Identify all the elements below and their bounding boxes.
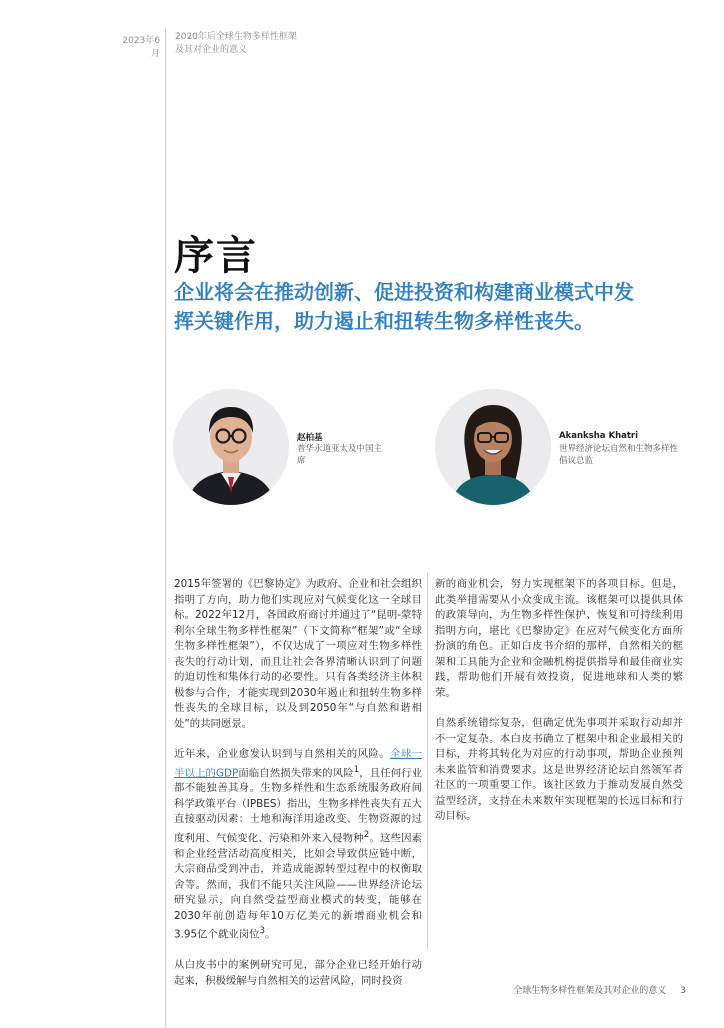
- footnote-ref-1: 1: [353, 764, 360, 775]
- page-heading: 序言: [174, 232, 258, 279]
- body-column-left: [174, 577, 422, 1004]
- header-date: 2023年6月: [122, 36, 160, 59]
- portrait-photo-khatri: [435, 389, 551, 505]
- footer-title: 全球生物多样性框架及其对企业的意义: [513, 986, 667, 996]
- column-divider: [427, 572, 428, 950]
- paragraph-2: [174, 747, 422, 943]
- portrait-photo-zhao: [173, 389, 289, 505]
- person-role-khatri: 世界经济论坛自然和生物多样性倡议总监: [559, 444, 679, 466]
- person-name-zhao: 赵柏基: [297, 433, 323, 443]
- lead-statement: 企业将会在推动创新、促进投资和构建商业模式中发挥关键作用，助力遏止和扭转生物多样性丧失。: [174, 280, 634, 333]
- paragraph-2-text-a: 近年来，企业愈发认识到与自然相关的风险。: [174, 748, 391, 760]
- gdp-risk-link[interactable]: 全球一半以上的GDP: [174, 748, 423, 779]
- paragraph-1: 2015年签署的《巴黎协定》为政府、企业和社会组织指明了方向，助力他们实现应对气候变化这一全球目标。2022年12月，各国政府商讨并通过了“昆明-蒙特利尔全球生物多样性框架”（下文简称“框架”或“全球生物多样性框架”），不仅达成了一项应对生物多样性丧失的行动计划，而且让社会各界清晰认识到了问题的迫切性和集体行动的必要性。只有各类经济主体积极参与合作，才能实现到2030年遏止和扭转生物多样性丧失的全球目标，以及到2050年“与自然和谐相处”的共同愿景。: [174, 578, 422, 730]
- paragraph-2-text-e: 。: [265, 928, 276, 941]
- paragraph-4: 新的商业机会，努力实现框架下的各项目标。但是，此类举措需要从小众变成主流。该框架可以提供具体的政策导向，为生物多样性保护、恢复和可持续利用指明方向，堪比《巴黎协定》在应对气候变化方面所扮演的角色。正如白皮书介绍的那样，自然相关的框架和工具能为企业和金融机构提供指导和最佳商业实践，帮助他们开展有效投资，促进地球和人类的繁荣。: [435, 578, 683, 699]
- person-name-khatri: Akanksha Khatri: [559, 431, 639, 441]
- header-divider: [165, 28, 166, 1028]
- body-column-right: [435, 577, 683, 840]
- footnote-ref-2: 2: [363, 829, 370, 840]
- paragraph-5: 自然系统错综复杂，但确定优先事项并采取行动却并不一定复杂。本白皮书确立了框架中和企业最相关的目标，并将其转化为对应的行动事项，帮助企业预判未来监管和消费要求。这是世界经济论坛自然领军者社区的一项重要工作。该社区致力于推动发展自然受益型经济，支持在未来数年实现框架的长远目标和行动目标。: [435, 717, 683, 822]
- page-number: 3: [680, 986, 686, 996]
- footnote-ref-3: 3: [259, 926, 265, 937]
- header-doc-title: 2020年后全球生物多样性框架及其对企业的意义: [175, 32, 297, 55]
- paragraph-3: 从白皮书中的案例研究可见，部分企业已经开始行动起来，积极缓解与自然相关的运营风险，同时投资: [174, 959, 422, 987]
- paragraph-2-text-d: 。这些因素和企业经营活动高度相关，比如会导致供应链中断，大宗商品受到冲击，并造成能源转型过程中的权衡取舍等。然而，我们不能只关注风险——世界经济论坛研究显示，向自然受益型商业模式的转变，能够在2030年前创造每年10万亿美元的新增商业机会和3.95亿个就业岗位: [174, 832, 423, 941]
- paragraph-2-text-c: ，且任何行业都不能独善其身。生物多样性和生态系统服务政府间科学政策平台（IPBES）指出，生物多样性丧失有五大直接驱动因素：土地和海洋用途改变、生物资源的过度利用、气候变化、污染和外来入侵物种: [174, 766, 423, 845]
- person-role-zhao: 普华永道亚太及中国主席: [297, 444, 383, 466]
- paragraph-2-text-b: 面临自然损失带来的风险: [238, 766, 354, 779]
- page-footer: [450, 983, 686, 996]
